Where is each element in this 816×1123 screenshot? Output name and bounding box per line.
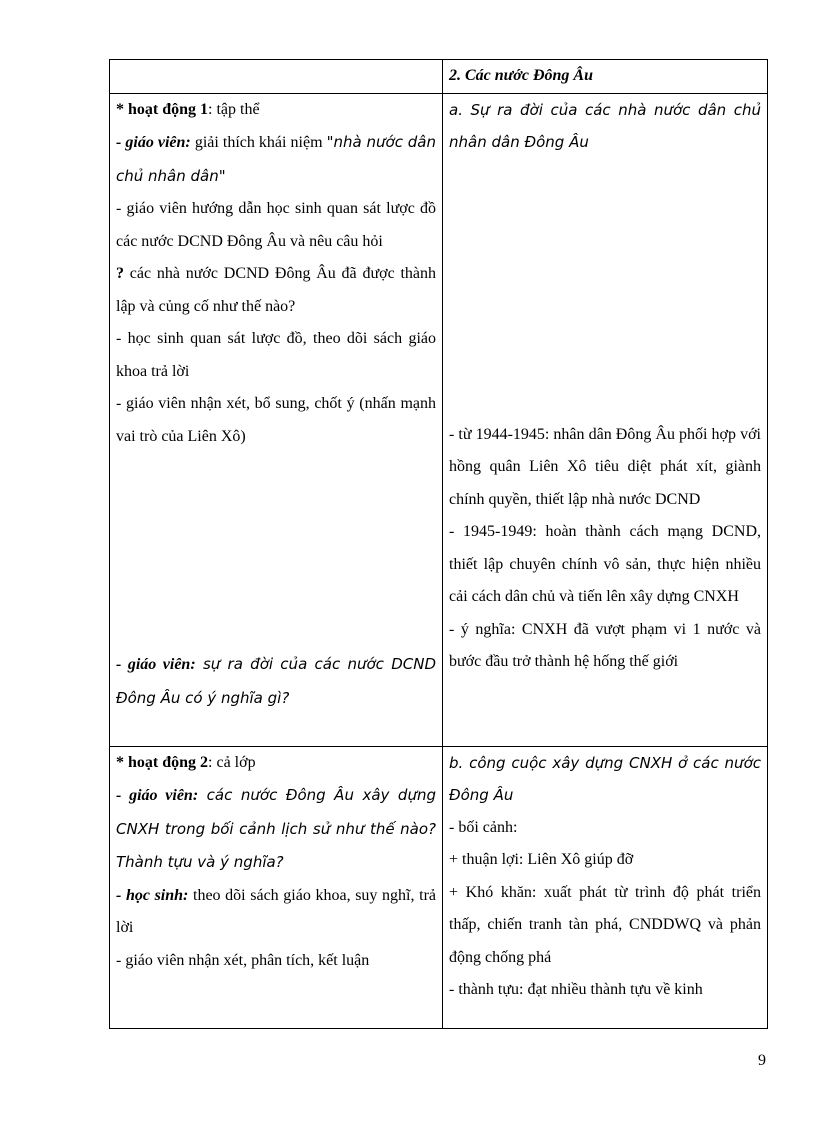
teacher-note-2: - giáo viên hướng dẫn học sinh quan sát lược đồ các nước DCND Đông Âu và nêu câu hỏi	[116, 200, 436, 250]
header-right-cell	[443, 60, 768, 94]
context-advantage: + thuận lợi: Liên Xô giúp đỡ	[449, 851, 634, 868]
lesson-table	[109, 59, 768, 1029]
context-difficulty: + Khó khăn: xuất phát từ trình độ phát triển thấp, chiến tranh tàn phá, CNDDWQ và phản động chống phá	[449, 883, 761, 966]
teacher-note-4: - giáo viên: sự ra đời của các nước DCND Đông Âu có ý nghĩa gì?	[116, 655, 436, 707]
student-note-1: - học sinh quan sát lược đồ, theo dõi sách giáo khoa trả lời	[116, 330, 436, 380]
table-row-activity-2	[110, 746, 768, 1029]
activity-2-left-cell	[110, 746, 443, 1029]
teacher-note-1: - giáo viên: giải thích khái niệm "nhà nước dân chủ nhân dân"	[116, 133, 436, 185]
subsection-b-title: b. công cuộc xây dựng CNXH ở các nước Đông Âu	[449, 753, 761, 804]
context-heading: - bối cảnh:	[449, 818, 518, 836]
activity-1-left-cell	[110, 93, 443, 746]
activity-1-heading: * hoạt động 1: tập thể	[116, 100, 260, 118]
header-left-cell	[110, 60, 443, 94]
subsection-a-title: a. Sự ra đời của các nhà nước dân chủ nhân dân Đông Âu	[449, 100, 761, 151]
question-1: ? các nhà nước DCND Đông Âu đã được thành lập và củng cố như thế nào?	[116, 265, 436, 315]
content-point-1: - từ 1944-1945: nhân dân Đông Âu phối hợp với hồng quân Liên Xô tiêu diệt phát xít, giành chính quyền, thiết lập nhà nước DCND	[449, 425, 761, 508]
activity-2-right-cell	[443, 746, 768, 1029]
table-header-row	[110, 60, 768, 94]
content-point-2: - 1945-1949: hoàn thành cách mạng DCND, thiết lập chuyên chính vô sản, thực hiện nhiều cải cách dân chủ và tiến lên xây dựng CNXH	[449, 523, 761, 605]
table-row-activity-1	[110, 93, 768, 746]
teacher-note-5: - giáo viên: các nước Đông Âu xây dựng CNXH trong bối cảnh lịch sử như thế nào? Thành tựu và ý nghĩa?	[116, 786, 436, 871]
section-title: 2. Các nước Đông Âu	[449, 67, 593, 84]
spacer	[449, 159, 761, 419]
student-note-2: - học sinh: theo dõi sách giáo khoa, suy nghĩ, trả lời	[116, 886, 436, 936]
teacher-note-6: - giáo viên nhận xét, phân tích, kết luận	[116, 951, 370, 969]
content-point-3: - ý nghĩa: CNXH đã vượt phạm vi 1 nước và bước đầu trở thành hệ hống thế giới	[449, 620, 761, 670]
page-number: 9	[758, 1052, 766, 1069]
achievement-point: - thành tựu: đạt nhiều thành tựu về kinh	[449, 981, 703, 998]
teacher-note-3: - giáo viên nhận xét, bổ sung, chốt ý (nhấn mạnh vai trò của Liên Xô)	[116, 395, 436, 445]
activity-2-heading: * hoạt động 2: cả lớp	[116, 753, 256, 771]
spacer	[116, 453, 436, 648]
activity-1-right-cell	[443, 93, 768, 746]
